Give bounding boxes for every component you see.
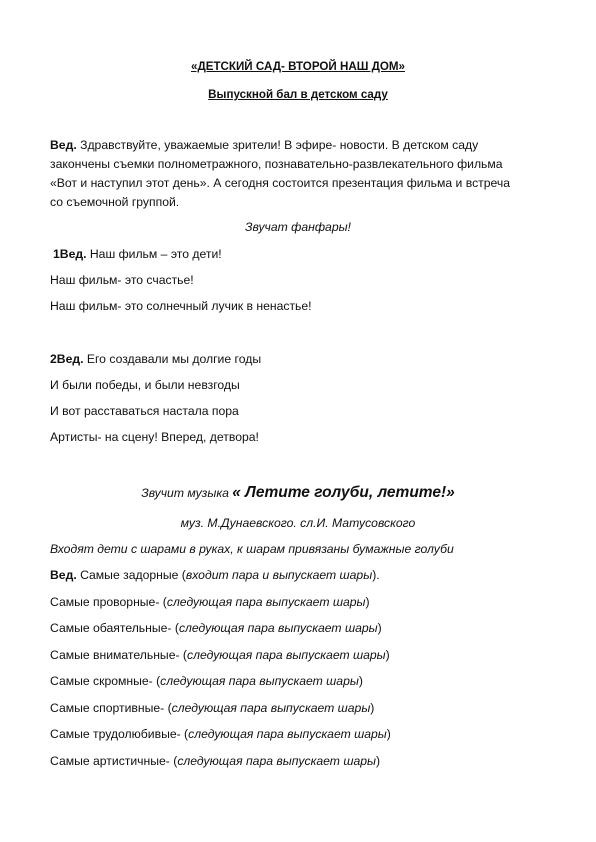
- roster-line: [50, 646, 556, 664]
- roster-note: входит пара и выпускает шары: [185, 568, 373, 582]
- roster-note: следующая пара выпускает шары: [178, 621, 378, 635]
- roster-note: следующая пара выпускает шары: [166, 595, 366, 609]
- song-title: « Летите голуби, летите!»: [232, 484, 455, 501]
- roster-note: следующая пара выпускает шары: [160, 674, 359, 688]
- roster-end: ): [365, 595, 370, 609]
- stage-direction-entry: Входят дети с шарами в руках, к шарам привязаны бумажные голуби: [50, 542, 454, 556]
- stanza2-line: И вот расставаться настала пора: [50, 404, 239, 418]
- roster-text: Самые обаятельные- (: [50, 621, 179, 635]
- stanza1-line: Наш фильм- это солнечный лучик в ненастье!: [50, 299, 312, 313]
- roster-text: Самые скромные- (: [50, 674, 161, 688]
- stanza2-line: И были победы, и были невзгоды: [50, 378, 240, 392]
- intro-line: закончены съемки полнометражного, познавательно-развлекательного фильма: [50, 157, 503, 171]
- intro-line: со съемочной группой.: [50, 195, 180, 209]
- speaker-label: 1Вед.: [53, 247, 87, 261]
- speaker-label: Вед.: [50, 568, 77, 582]
- roster-text: Самые спортивные- (: [50, 701, 172, 715]
- roster-text: Самые трудолюбивые- (: [50, 727, 189, 741]
- stage-direction-fanfare: Звучат фанфары!: [245, 220, 351, 234]
- stanza2-line: [50, 350, 556, 368]
- stanza-text: Его создавали мы долгие годы: [83, 352, 262, 366]
- stanza1-line: Наш фильм- это счастье!: [50, 273, 194, 287]
- intro-line: [50, 136, 556, 154]
- speaker-label: Вед.: [50, 138, 77, 152]
- music-cue: [0, 484, 596, 502]
- intro-text: Здравствуйте, уважаемые зрители! В эфире- новости. В детском саду: [76, 138, 479, 152]
- stanza-text: Наш фильм – это дети!: [86, 247, 222, 261]
- roster-end: ): [377, 621, 382, 635]
- roster-end: ): [358, 674, 363, 688]
- roster-end: ): [385, 648, 390, 662]
- roster-line: [50, 593, 556, 611]
- roster-note: следующая пара выпускает шары: [171, 701, 371, 715]
- roster-end: ): [375, 754, 381, 768]
- roster-line: [50, 672, 556, 690]
- intro-line: «Вот и наступил этот день». А сегодня состоится презентация фильма и встреча: [50, 176, 511, 190]
- music-prefix: Звучит музыка: [141, 486, 233, 500]
- roster-line: [50, 619, 556, 637]
- roster-text: Самые артистичные- (: [50, 754, 178, 768]
- roster-line: [50, 752, 556, 770]
- roster-text: Самые внимательные- (: [50, 648, 187, 662]
- speaker-label: 2Вед.: [50, 352, 84, 366]
- song-credits: муз. М.Дунаевского. сл.И. Матусовского: [180, 516, 416, 530]
- roster-note: следующая пара выпускает шары: [188, 727, 387, 741]
- stanza1-line: [53, 245, 556, 263]
- roster-text: Самые проворные- (: [50, 595, 167, 609]
- roster-note: следующая пара выпускает шары: [186, 648, 386, 662]
- roster-end: ): [386, 727, 391, 741]
- document-subtitle: Выпускной бал в детском саду: [208, 88, 388, 101]
- roster-end: ).: [372, 568, 380, 582]
- roster-end: ): [370, 701, 375, 715]
- stanza2-line: Артисты- на сцену! Вперед, детвора!: [50, 430, 259, 444]
- document-title: «ДЕТСКИЙ САД- ВТОРОЙ НАШ ДОМ»: [191, 60, 405, 73]
- roster-line: [50, 566, 556, 584]
- roster-line: [50, 725, 556, 743]
- roster-text: Самые задорные (: [76, 568, 186, 582]
- roster-line: [50, 699, 556, 717]
- roster-note: следующая пара выпускает шары: [177, 754, 376, 768]
